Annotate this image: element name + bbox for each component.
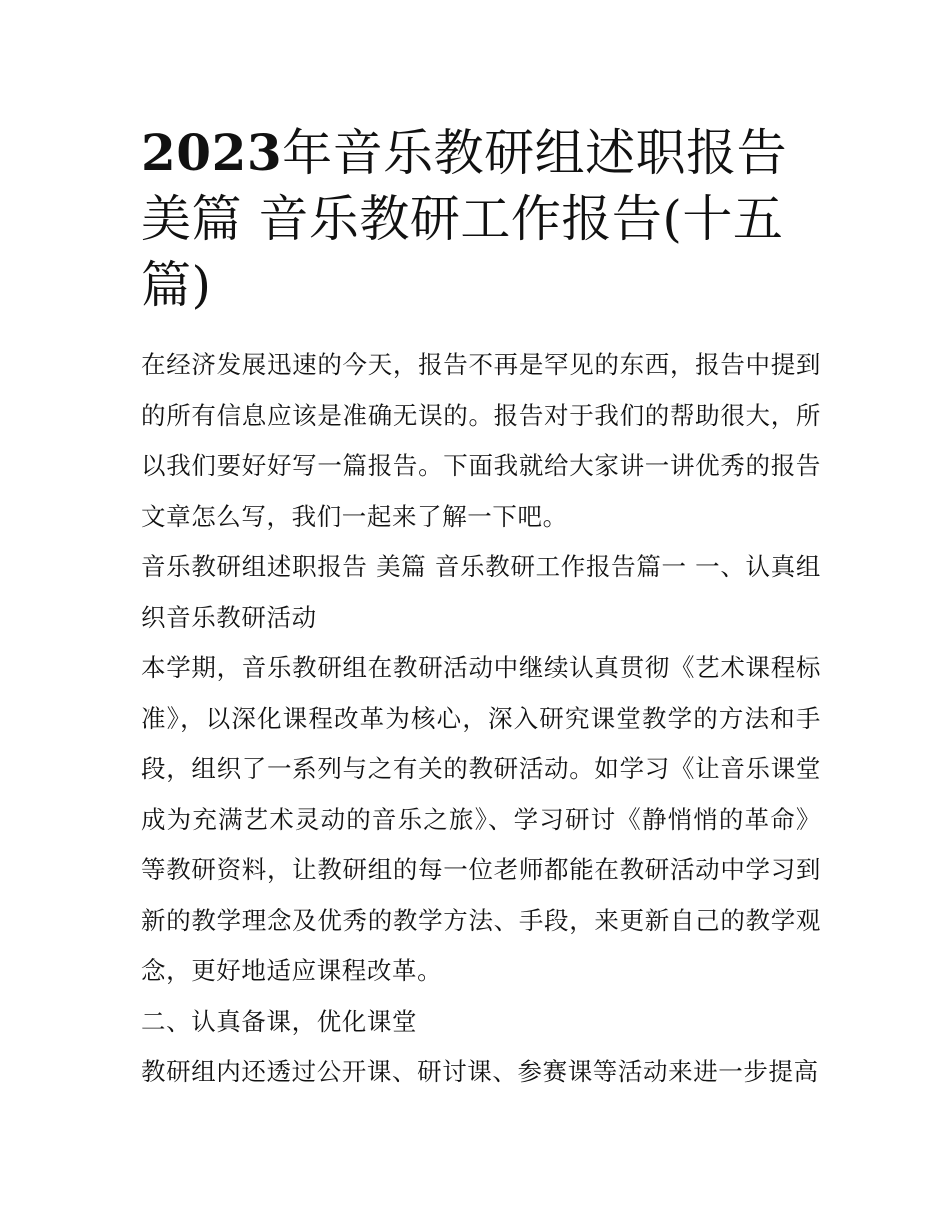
document-title	[141, 120, 821, 318]
body-paragraph-truncated: 教研组内还透过公开课、研讨课、参赛课等活动来进一步提高	[141, 1057, 819, 1086]
section-heading-2: 二、认真备课，优化课堂	[141, 1006, 418, 1036]
section-heading-1: 音乐教研组述职报告 美篇 音乐教研工作报告篇一 一、认真组织音乐教研活动	[141, 552, 821, 632]
title-text: 年音乐教研组述职报告美篇 音乐教研工作报告(十五篇)	[141, 124, 788, 314]
body-paragraph: 本学期，音乐教研组在教研活动中继续认真贯彻《艺术课程标准》，以深化课程改革为核心，深入研究课堂教学的方法和手段，组织了一系列与之有关的教研活动。如学习《让音乐课堂成为充满艺术灵动的音乐之旅》、学习研讨《静悄悄的革命》等教研资料，让教研组的每一位老师都能在教研活动中学习到新的教学理念及优秀的教学方法、手段，来更新自己的教学观念，更好地适应课程改革。	[141, 653, 821, 985]
document-body	[141, 340, 821, 1098]
document-content	[141, 120, 821, 1098]
title-year: 2023	[141, 123, 283, 182]
intro-paragraph: 在经济发展迅速的今天，报告不再是罕见的东西，报告中提到的所有信息应该是准确无误的。报告对于我们的帮助很大，所以我们要好好写一篇报告。下面我就给大家讲一讲优秀的报告文章怎么写，我们一起来了解一下吧。	[141, 350, 821, 531]
